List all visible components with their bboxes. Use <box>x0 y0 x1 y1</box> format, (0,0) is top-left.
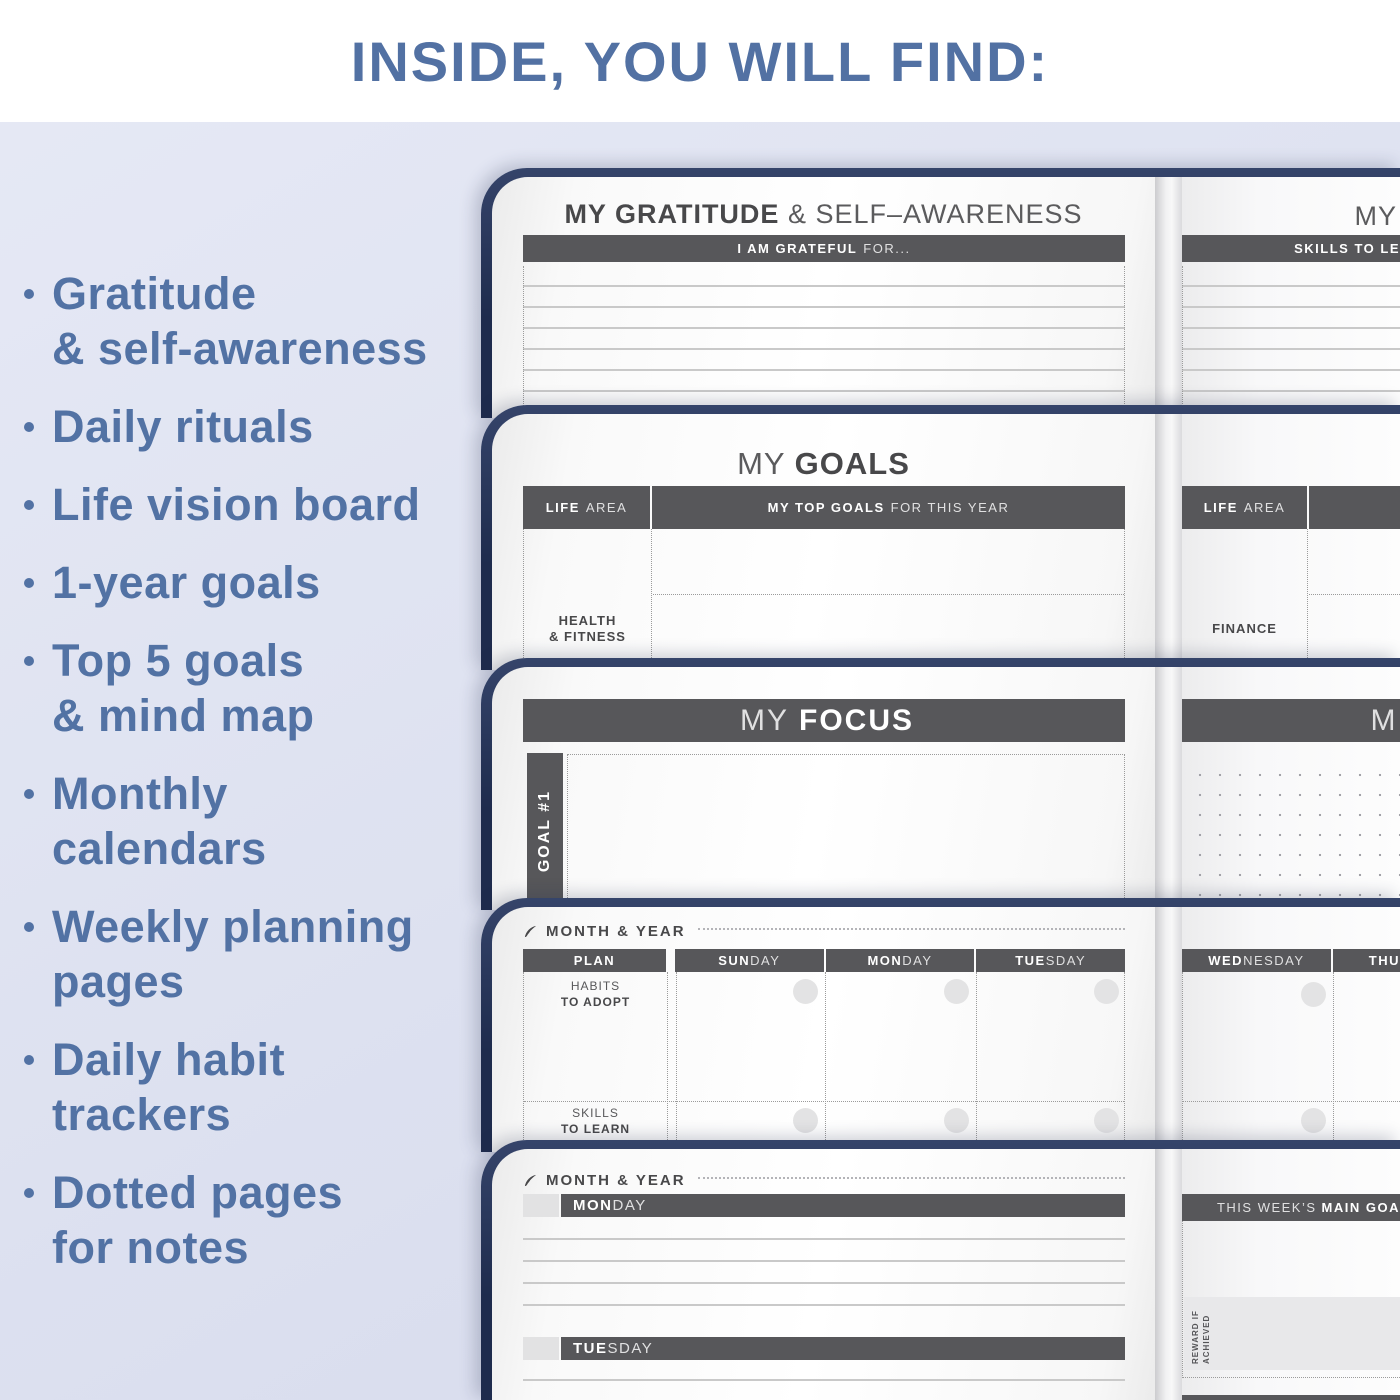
focus-left-page <box>492 667 1155 910</box>
page-spine <box>1155 177 1182 418</box>
monday-bar <box>561 1194 1125 1217</box>
feature-text <box>52 399 314 454</box>
goals-pages <box>492 414 1400 670</box>
goals-page-title <box>492 446 1155 482</box>
main-goal-header-bar <box>1182 1194 1400 1221</box>
goals-table-header-right <box>1182 486 1400 529</box>
page-spread-monthly-calendar <box>481 898 1400 1152</box>
bullet-icon <box>24 1188 34 1198</box>
weekly-right-page <box>1182 1149 1400 1400</box>
grateful-light: FOR... <box>863 241 911 256</box>
list-item <box>16 477 476 532</box>
area-light: AREA <box>585 500 628 515</box>
right-title-letter: M <box>1370 703 1397 737</box>
feature-line: & self-awareness <box>52 323 428 374</box>
ruled-writing-lines <box>523 266 1125 418</box>
monday-header-cell <box>826 949 975 972</box>
gratitude-title-bold: MY GRATITUDE <box>564 199 780 229</box>
wed-bold: WED <box>1208 953 1244 968</box>
page-spread-goals <box>481 405 1400 670</box>
monday-row <box>523 1194 1125 1217</box>
tue-light: SDAY <box>607 1340 654 1357</box>
feature-text <box>52 266 428 376</box>
tue-light: SDAY <box>1045 953 1087 968</box>
life-area-row-label <box>524 613 651 645</box>
monthly-pages <box>492 907 1400 1152</box>
sunday-header-cell <box>675 949 824 972</box>
goals-title-bold: GOALS <box>794 446 910 481</box>
dotted-row-divider <box>1309 594 1400 595</box>
bullet-icon <box>24 289 34 299</box>
finance-label: FINANCE <box>1212 621 1277 636</box>
tuesday-bar <box>561 1337 1125 1360</box>
list-item <box>16 899 476 1009</box>
gratitude-pages <box>492 177 1400 418</box>
gratitude-right-page <box>1182 177 1400 418</box>
gratitude-left-page <box>492 177 1155 418</box>
goal-writing-box <box>567 754 1125 910</box>
dotted-row-divider <box>653 594 1124 595</box>
top-goals-header-cell <box>652 486 1125 529</box>
right-title-bar-partial <box>1182 699 1400 742</box>
sun-light: DAY <box>750 953 781 968</box>
page-spread-gratitude <box>481 168 1400 418</box>
ruled-writing-lines <box>523 1359 1125 1400</box>
day-number-circle <box>1301 982 1326 1007</box>
plan-header-cell <box>523 949 666 972</box>
month-year-row <box>523 920 1125 942</box>
feature-text <box>52 477 421 532</box>
thursday-header-cell-cut <box>1333 949 1400 972</box>
reward-line2: ACHIEVED <box>1202 1314 1211 1364</box>
feature-line: Gratitude <box>52 268 257 319</box>
goal-1-side-tab <box>527 753 563 910</box>
plan-label: PLAN <box>573 953 616 968</box>
reward-section <box>1184 1297 1400 1370</box>
page-spread-weekly-planning <box>481 1140 1400 1400</box>
life-area-header-cell <box>523 486 650 529</box>
feature-text <box>52 1032 285 1142</box>
life-bold: LIFE <box>1203 500 1238 515</box>
focus-title-bold: FOCUS <box>799 703 914 737</box>
feature-text <box>52 633 315 743</box>
feature-text <box>52 766 267 876</box>
bullet-icon <box>24 656 34 666</box>
grateful-bold: I AM GRATEFUL <box>737 241 858 256</box>
feature-line: Monthly <box>52 768 228 819</box>
focus-pages <box>492 667 1400 910</box>
page-spine <box>1155 907 1182 1152</box>
dotted-column-divider <box>676 972 677 1152</box>
life-bold: LIFE <box>545 500 580 515</box>
quill-icon <box>523 924 538 939</box>
life-area-row-label <box>1182 621 1307 637</box>
day-number-circle <box>944 979 969 1004</box>
feature-line: trackers <box>52 1089 232 1140</box>
wed-light: NESDAY <box>1243 953 1305 968</box>
this-year-light: FOR THIS YEAR <box>890 500 1010 515</box>
day-number-circle <box>793 1108 818 1133</box>
dotted-column-divider <box>976 972 977 1152</box>
goals-table-body <box>523 529 1125 670</box>
dot-grid-notes-area <box>1182 757 1400 910</box>
feature-line: Daily habit <box>52 1034 286 1085</box>
feature-line: Top 5 goals <box>52 635 305 686</box>
monthly-left-page <box>492 907 1155 1152</box>
date-box <box>523 1337 559 1360</box>
calendar-body-right <box>1182 972 1400 1152</box>
month-year-label: MONTH & YEAR <box>546 1171 686 1189</box>
day-number-circle <box>1094 979 1119 1004</box>
calendar-header-row <box>523 949 1125 972</box>
goals-title-light: MY <box>737 446 786 481</box>
feature-line: 1-year goals <box>52 557 321 608</box>
dotted-column-divider <box>825 972 826 1152</box>
ruled-writing-lines <box>523 1218 1125 1310</box>
reward-if-achieved-label <box>1190 1303 1212 1364</box>
month-year-label: MONTH & YEAR <box>546 922 686 940</box>
mon-bold: MON <box>573 1197 613 1214</box>
next-section-bar-cut <box>1182 1395 1400 1400</box>
bullet-icon <box>24 1055 34 1065</box>
this-weeks-light: THIS WEEK’S <box>1216 1200 1317 1215</box>
tuesday-row <box>523 1337 1125 1360</box>
grateful-for-header-bar <box>523 235 1125 262</box>
mon-light: DAY <box>902 953 933 968</box>
feature-line: Life vision board <box>52 479 421 530</box>
feature-line: Dotted pages <box>52 1167 344 1218</box>
tue-bold: TUE <box>1015 953 1046 968</box>
bullet-icon <box>24 422 34 432</box>
feature-line: for notes <box>52 1222 250 1273</box>
focus-right-page <box>1182 667 1400 910</box>
health-label-line2: & FITNESS <box>549 629 626 644</box>
thu-bold: THU <box>1368 953 1400 968</box>
list-item <box>16 266 476 376</box>
weekly-left-page <box>492 1149 1155 1400</box>
dotted-row-divider <box>1183 1101 1400 1102</box>
health-label-line1: HEALTH <box>558 613 617 628</box>
dotted-leader-line <box>698 1177 1125 1179</box>
skills-to-learn-header-bar <box>1182 235 1400 262</box>
page-spread-focus <box>481 658 1400 910</box>
reward-line1: REWARD IF <box>1191 1310 1200 1364</box>
feature-line: pages <box>52 956 185 1007</box>
top-goals-bold: MY TOP GOALS <box>767 500 885 515</box>
habits-light: HABITS <box>570 979 621 993</box>
skills-to-learn-label <box>524 1105 667 1137</box>
to-learn-bold: TO LEARN <box>560 1122 631 1136</box>
mon-bold: MON <box>867 953 903 968</box>
goals-table-header <box>523 486 1125 529</box>
focus-title-bar <box>523 699 1125 742</box>
to-adopt-bold: TO ADOPT <box>560 995 631 1009</box>
dotted-row-divider <box>524 1101 1124 1102</box>
calendar-header-row-right <box>1182 949 1400 972</box>
list-item <box>16 399 476 454</box>
skills-light: SKILLS <box>572 1106 619 1120</box>
feature-text <box>52 1165 343 1275</box>
gratitude-title-light: & SELF–AWARENESS <box>787 199 1083 229</box>
feature-text <box>52 555 321 610</box>
habits-to-adopt-label <box>524 978 667 1010</box>
header-band <box>0 0 1400 122</box>
page-spine <box>1155 414 1182 670</box>
calendar-body <box>523 972 1125 1152</box>
sun-bold: SUN <box>718 953 751 968</box>
monthly-right-page <box>1182 907 1400 1152</box>
list-item <box>16 1032 476 1142</box>
ruled-writing-lines <box>1182 266 1400 418</box>
day-number-circle <box>1301 1108 1326 1133</box>
tue-bold: TUE <box>573 1340 608 1357</box>
feature-line: Daily rituals <box>52 401 314 452</box>
goals-left-page <box>492 414 1155 670</box>
dotted-column-divider <box>667 972 668 1152</box>
top-goals-header-cell-cut <box>1309 486 1400 529</box>
mon-light: DAY <box>612 1197 647 1214</box>
life-area-header-cell <box>1182 486 1307 529</box>
feature-list <box>16 266 476 1275</box>
tuesday-header-cell <box>976 949 1125 972</box>
dotted-leader-line <box>698 928 1125 930</box>
dotted-column-divider <box>651 529 652 670</box>
weekly-pages <box>492 1149 1400 1400</box>
feature-text <box>52 899 414 1009</box>
list-item <box>16 766 476 876</box>
bullet-icon <box>24 578 34 588</box>
goal-1-label: GOAL #1 <box>536 790 553 873</box>
bullet-icon <box>24 922 34 932</box>
day-number-circle <box>944 1108 969 1133</box>
gratitude-page-title <box>492 199 1155 230</box>
list-item <box>16 633 476 743</box>
area-light: AREA <box>1243 500 1286 515</box>
page-spine <box>1155 1149 1182 1400</box>
feature-line: & mind map <box>52 690 315 741</box>
list-item <box>16 1165 476 1275</box>
list-item <box>16 555 476 610</box>
main-goal-box <box>1182 1221 1400 1378</box>
wednesday-header-cell <box>1182 949 1331 972</box>
page-title: INSIDE, YOU WILL FIND: <box>350 29 1050 93</box>
day-number-circle <box>793 979 818 1004</box>
day-number-circle <box>1094 1108 1119 1133</box>
bullet-icon <box>24 789 34 799</box>
right-page-title-partial: MY <box>1354 201 1397 231</box>
goals-right-page <box>1182 414 1400 670</box>
feature-line: calendars <box>52 823 267 874</box>
dotted-column-divider <box>1307 529 1308 670</box>
month-year-row <box>523 1169 1125 1191</box>
bullet-icon <box>24 500 34 510</box>
skills-bold: SKILLS TO LE <box>1294 241 1400 256</box>
dotted-column-divider <box>1333 972 1334 1152</box>
main-goal-bold: MAIN GOA <box>1321 1200 1400 1215</box>
feature-line: Weekly planning <box>52 901 414 952</box>
date-box <box>523 1194 559 1217</box>
quill-icon <box>523 1173 538 1188</box>
page-spine <box>1155 667 1182 910</box>
goals-table-body-right <box>1182 529 1400 670</box>
focus-title-light: MY <box>740 703 789 737</box>
